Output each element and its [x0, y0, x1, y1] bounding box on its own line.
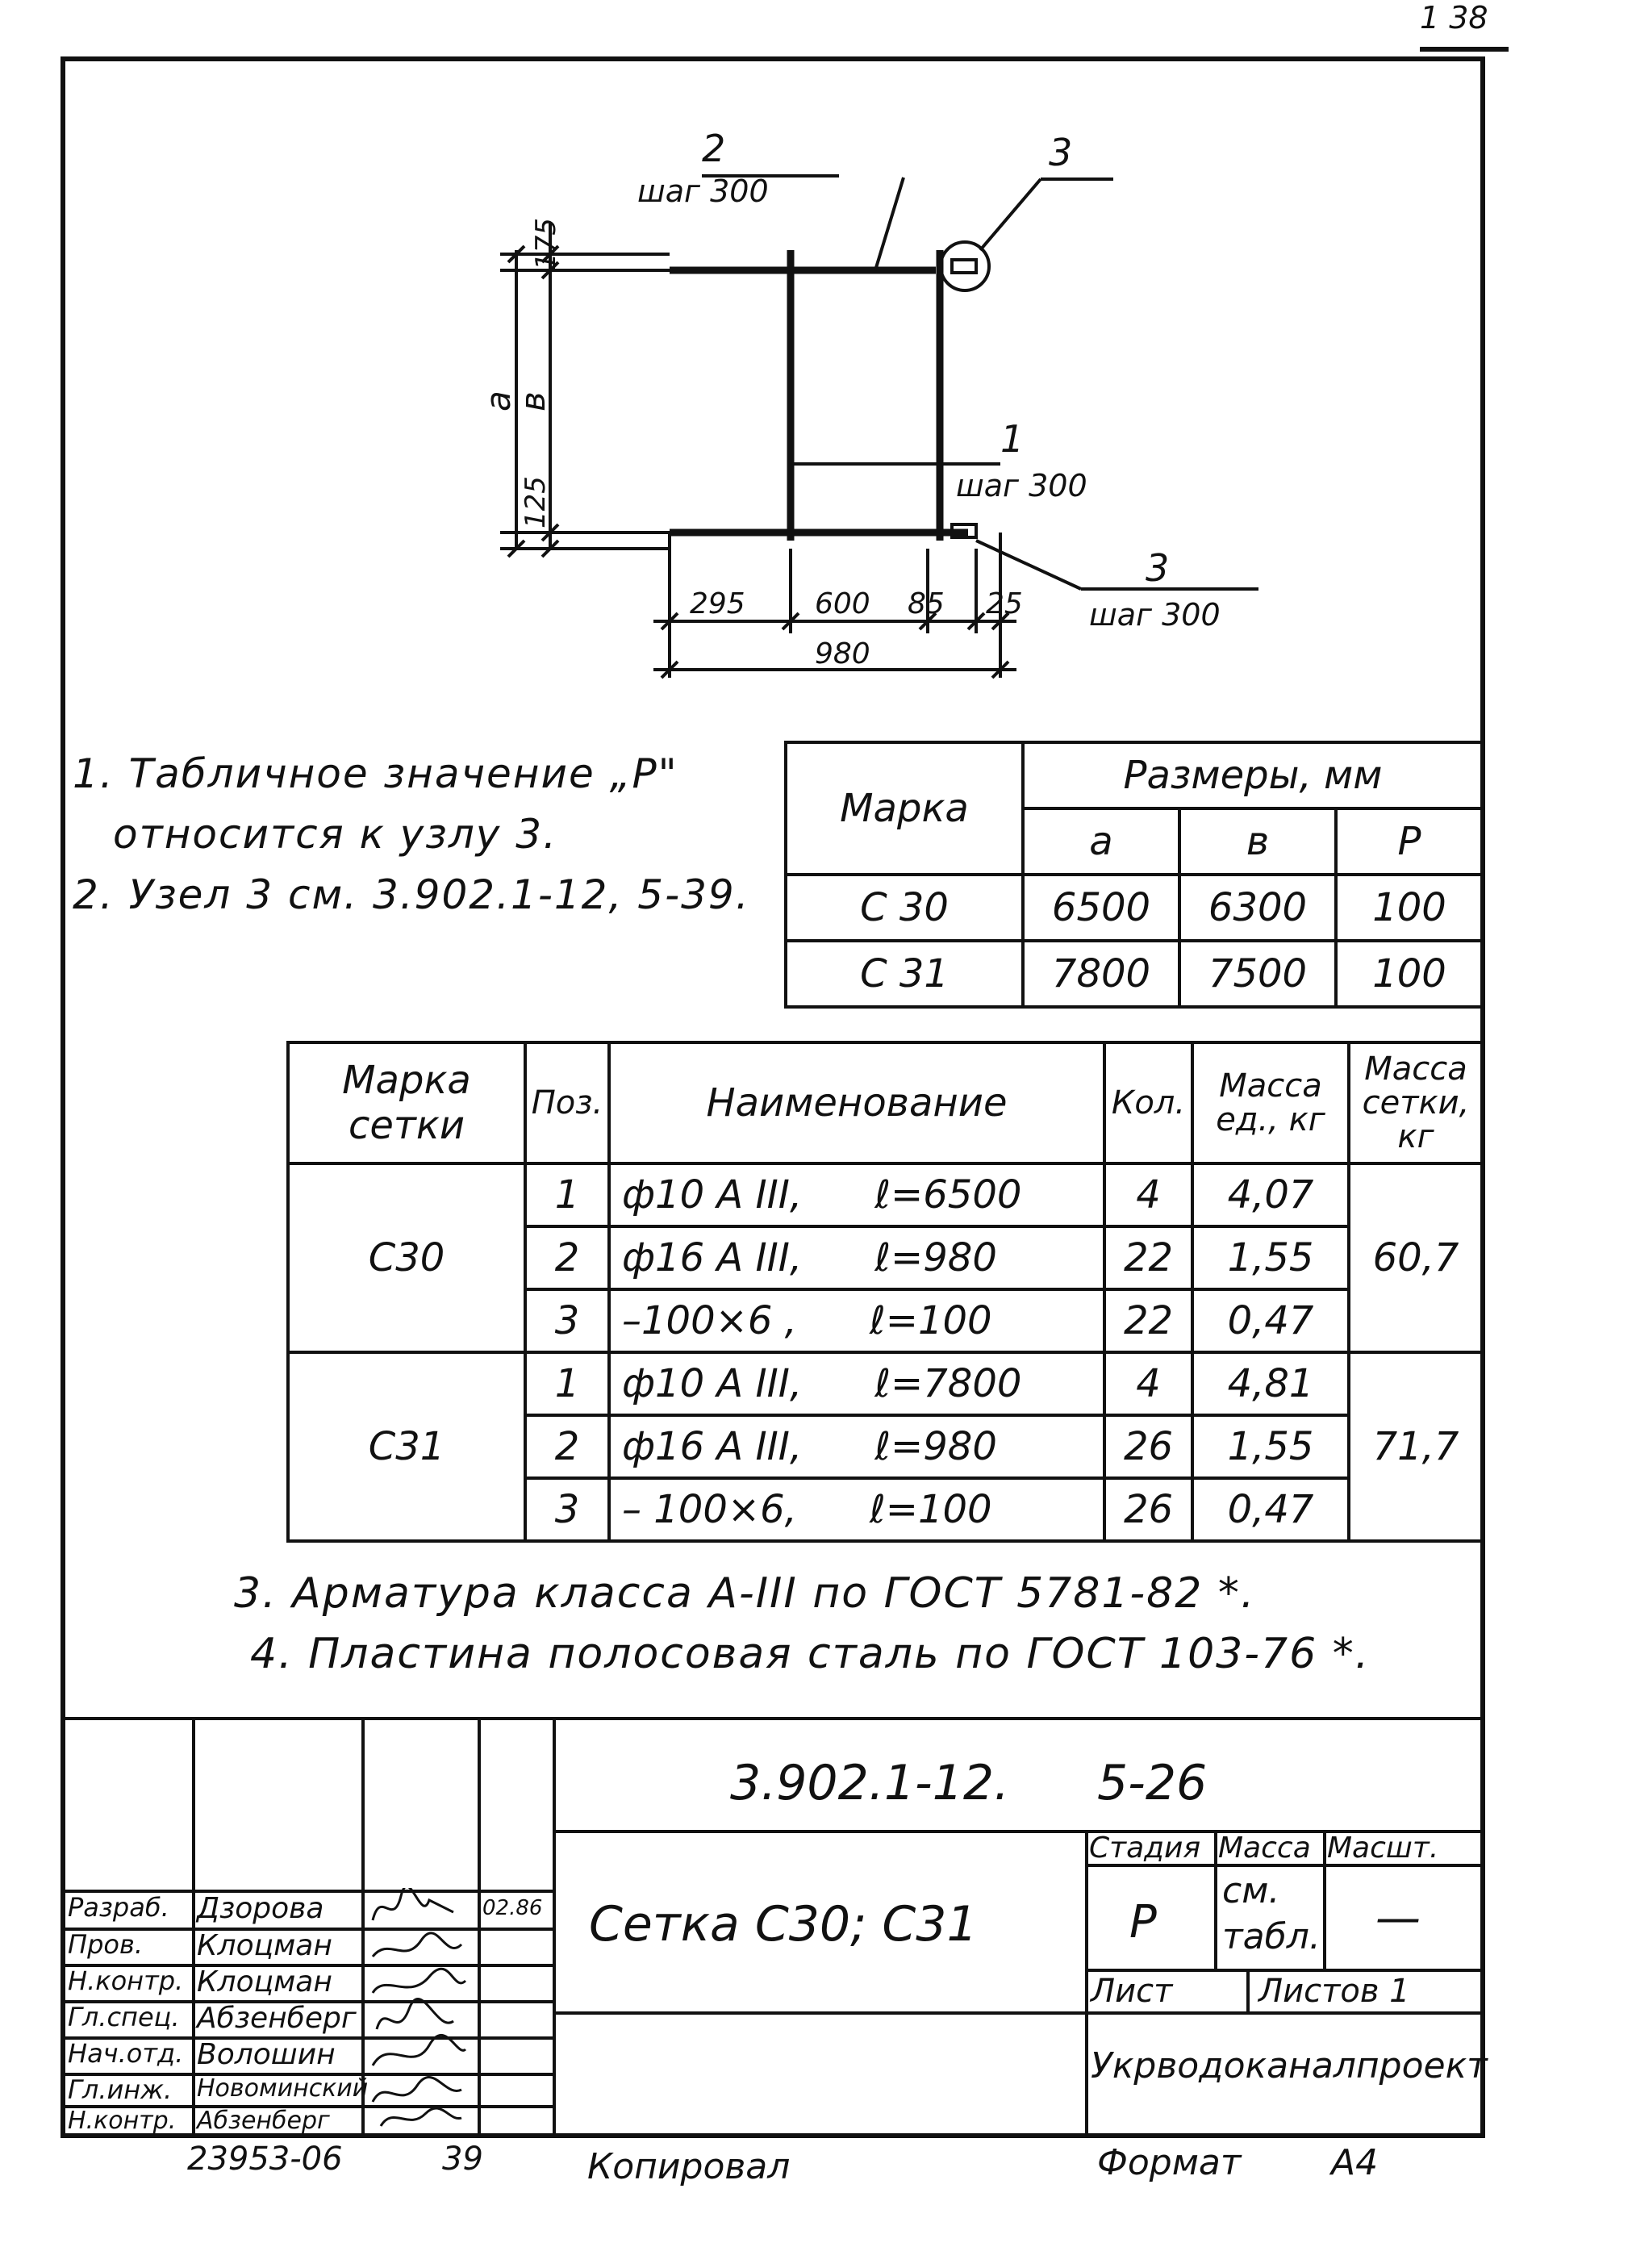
role-norm-control-2: Н.контр. [68, 2107, 177, 2135]
name-developer: Дзорова [197, 1892, 324, 1925]
doc-sheet-code: 5-26 [1097, 1755, 1208, 1811]
spec-pos: 2 [525, 1226, 609, 1289]
sheets-label: Листов 1 [1258, 1973, 1410, 2010]
sizes-col-a: a [1023, 808, 1179, 875]
name-dept-head: Волошин [197, 2038, 336, 2071]
sizes-mark: С 30 [786, 875, 1023, 941]
dim-980: 980 [815, 637, 870, 670]
spec-name: –100×6 , ℓ=100 [609, 1289, 1104, 1352]
note-3: 3. Арматура класса А-III по ГОСТ 5781-82 *. [234, 1569, 1256, 1618]
sizes-mark: С 31 [786, 941, 1023, 1007]
mass-value-1: см. [1222, 1870, 1280, 1911]
sizes-col-p: Р [1336, 808, 1483, 875]
label-step-2: шаг 300 [637, 173, 769, 209]
role-norm-control: Н.контр. [68, 1965, 184, 1996]
sizes-row [786, 875, 1483, 941]
spec-name: ф16 А III, ℓ=980 [609, 1226, 1104, 1289]
note-1-line-2: относится к узлу 3. [113, 811, 557, 858]
spec-unit-mass: 1,55 [1192, 1226, 1349, 1289]
node-plate-top [952, 260, 976, 273]
spec-qty: 22 [1104, 1289, 1192, 1352]
mass-value-2: табл. [1222, 1916, 1321, 1957]
inventory-number: 23953-06 [187, 2141, 343, 2178]
spec-header-net-mass: Масса сетки, кг [1349, 1042, 1483, 1163]
drawing-title: Сетка С30; С31 [589, 1896, 978, 1953]
spec-group-mark: С31 [288, 1352, 525, 1541]
name-chief-specialist: Абзенберг [197, 2002, 357, 2035]
name-checker: Клоцман [197, 1929, 332, 1962]
dim-125: 125 [520, 476, 552, 528]
stage-value: Р [1129, 1896, 1157, 1948]
sizes-header-mark: Марка [786, 742, 1023, 875]
spec-qty: 22 [1104, 1226, 1192, 1289]
dim-85: 85 [908, 587, 945, 620]
sizes-b: 6300 [1179, 875, 1336, 941]
sizes-header-dimensions: Размеры, мм [1023, 742, 1483, 808]
spec-qty: 4 [1104, 1163, 1192, 1226]
sizes-b: 7500 [1179, 941, 1336, 1007]
sizes-row [786, 941, 1483, 1007]
spec-qty: 26 [1104, 1415, 1192, 1478]
table-row [288, 1352, 1483, 1415]
sheet-label: Лист [1091, 1973, 1173, 2010]
spec-pos: 1 [525, 1163, 609, 1226]
doc-code: 3.902.1-12. [730, 1755, 1010, 1811]
inventory-sheet: 39 [442, 2141, 483, 2178]
spec-header-pos: Поз. [525, 1042, 609, 1163]
label-pos-2: 2 [702, 127, 726, 170]
sizes-table [784, 741, 1484, 1009]
date-developer: 02.86 [482, 1896, 543, 1920]
sizes-p: 100 [1336, 875, 1483, 941]
sizes-col-b: в [1179, 808, 1336, 875]
label-step-3: шаг 300 [1089, 597, 1221, 633]
label-pos-3: 3 [1146, 546, 1170, 590]
spec-name: ф10 А III, ℓ=6500 [609, 1163, 1104, 1226]
note-2: 2. Узел 3 см. 3.902.1-12, 5-39. [73, 871, 750, 918]
format-label: Формат [1097, 2142, 1242, 2183]
dim-175: 175 [530, 218, 562, 270]
spec-header-qty: Кол. [1104, 1042, 1192, 1163]
spec-net-mass: 60,7 [1349, 1163, 1483, 1352]
spec-unit-mass: 4,81 [1192, 1352, 1349, 1415]
spec-unit-mass: 0,47 [1192, 1478, 1349, 1541]
name-norm-control: Клоцман [197, 1965, 332, 1999]
sizes-a: 6500 [1023, 875, 1179, 941]
spec-pos: 1 [525, 1352, 609, 1415]
copied-label: Копировал [587, 2146, 791, 2187]
mass-label: Масса [1218, 1832, 1311, 1865]
spec-net-mass: 71,7 [1349, 1352, 1483, 1541]
spec-name: – 100×6, ℓ=100 [609, 1478, 1104, 1541]
spec-qty: 4 [1104, 1352, 1192, 1415]
stage-label: Стадия [1089, 1832, 1201, 1865]
label-pos-1: 1 [1000, 417, 1025, 461]
scale-label: Масшт. [1327, 1832, 1439, 1865]
dim-a: a [478, 391, 518, 411]
spec-name: ф10 А III, ℓ=7800 [609, 1352, 1104, 1415]
label-node-3: 3 [1049, 131, 1073, 174]
sizes-p: 100 [1336, 941, 1483, 1007]
spec-unit-mass: 4,07 [1192, 1163, 1349, 1226]
label-step-1: шаг 300 [956, 468, 1087, 503]
spec-pos: 2 [525, 1415, 609, 1478]
specification-table [286, 1041, 1484, 1543]
note-1-line-1: 1. Табличное значение „Р" [73, 750, 678, 797]
sizes-a: 7800 [1023, 941, 1179, 1007]
name-chief-engineer: Новоминский [197, 2074, 369, 2103]
spec-group-mark: С30 [288, 1163, 525, 1352]
spec-qty: 26 [1104, 1478, 1192, 1541]
spec-header-name: Наименование [609, 1042, 1104, 1163]
role-checker: Пров. [68, 1929, 143, 1960]
leader-node [980, 179, 1041, 250]
role-developer: Разраб. [68, 1892, 169, 1923]
organization: Укрводоканалпроект [1091, 2045, 1488, 2086]
name-norm-control-2: Абзенберг [197, 2107, 330, 2135]
corner-tick [1420, 47, 1509, 52]
dim-b: в [513, 391, 553, 411]
role-dept-head: Нач.отд. [68, 2038, 184, 2069]
spec-name: ф16 А III, ℓ=980 [609, 1415, 1104, 1478]
mesh-drawing [452, 121, 1339, 702]
spec-unit-mass: 1,55 [1192, 1415, 1349, 1478]
format-value: А4 [1331, 2142, 1379, 2183]
dim-600: 600 [815, 587, 870, 620]
dim-295: 295 [690, 587, 745, 620]
spec-unit-mass: 0,47 [1192, 1289, 1349, 1352]
spec-header-mark: Марка сетки [288, 1042, 525, 1163]
signatures [365, 1888, 474, 2130]
spec-pos: 3 [525, 1289, 609, 1352]
note-4: 4. Пластина полосовая сталь по ГОСТ 103-76 *. [250, 1630, 1371, 1678]
spec-pos: 3 [525, 1478, 609, 1541]
role-chief-specialist: Гл.спец. [68, 2002, 180, 2032]
role-chief-engineer: Гл.инж. [68, 2074, 173, 2105]
dim-25: 25 [986, 587, 1023, 620]
scale-value: — [1375, 1892, 1421, 1944]
corner-number: 1 38 [1420, 0, 1488, 36]
table-row [288, 1163, 1483, 1226]
spec-header-unit-mass: Масса ед., кг [1192, 1042, 1349, 1163]
